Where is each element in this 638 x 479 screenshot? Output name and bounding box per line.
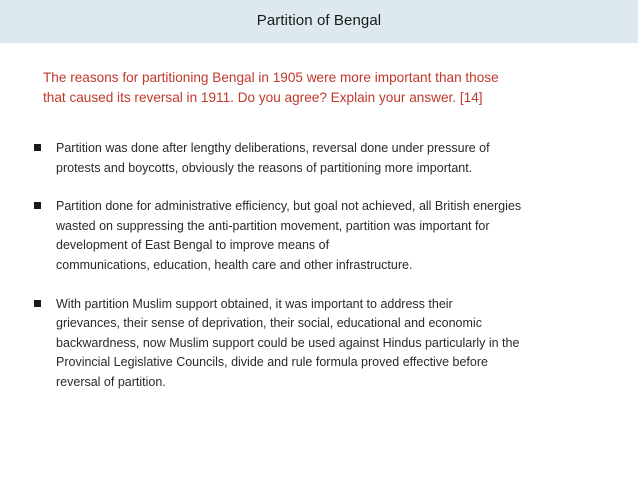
bullet-item: [34, 295, 624, 393]
bullet-line: reversal of partition.: [56, 374, 166, 389]
bullet-item: [34, 197, 624, 275]
bullet-line: development of East Bengal to improve means of: [56, 238, 330, 253]
bullet-line: wasted on suppressing the anti-partition movement, partition was important for: [56, 218, 490, 233]
square-bullet-icon: [34, 202, 41, 209]
bullet-line: grievances, their sense of deprivation, their social, educational and economic: [56, 316, 482, 331]
title-bar: [0, 0, 638, 43]
slide-title: Partition of Bengal: [256, 12, 382, 29]
bullet-list: [34, 139, 624, 412]
bullet-line: protests and boycotts, obviously the reasons of partitioning more important.: [56, 160, 473, 175]
bullet-line: With partition Muslim support obtained, it was important to address their: [56, 296, 453, 311]
question-line: The reasons for partitioning Bengal in 1905 were more important than those: [43, 70, 499, 85]
bullet-line: Provincial Legislative Councils, divide and rule formula proved effective before: [56, 355, 488, 370]
bullet-line: backwardness, now Muslim support could be used against Hindus particularly in the: [56, 335, 520, 350]
question-text: [43, 68, 613, 108]
square-bullet-icon: [34, 144, 41, 151]
square-bullet-icon: [34, 300, 41, 307]
question-line: that caused its reversal in 1911. Do you agree? Explain your answer. [14]: [43, 90, 483, 105]
bullet-item: [34, 139, 624, 178]
bullet-line: Partition done for administrative efficiency, but goal not achieved, all British energies: [56, 199, 522, 214]
bullet-line: Partition was done after lengthy deliberations, reversal done under pressure of: [56, 141, 490, 155]
bullet-line: communications, education, health care and other infrastructure.: [56, 257, 413, 272]
